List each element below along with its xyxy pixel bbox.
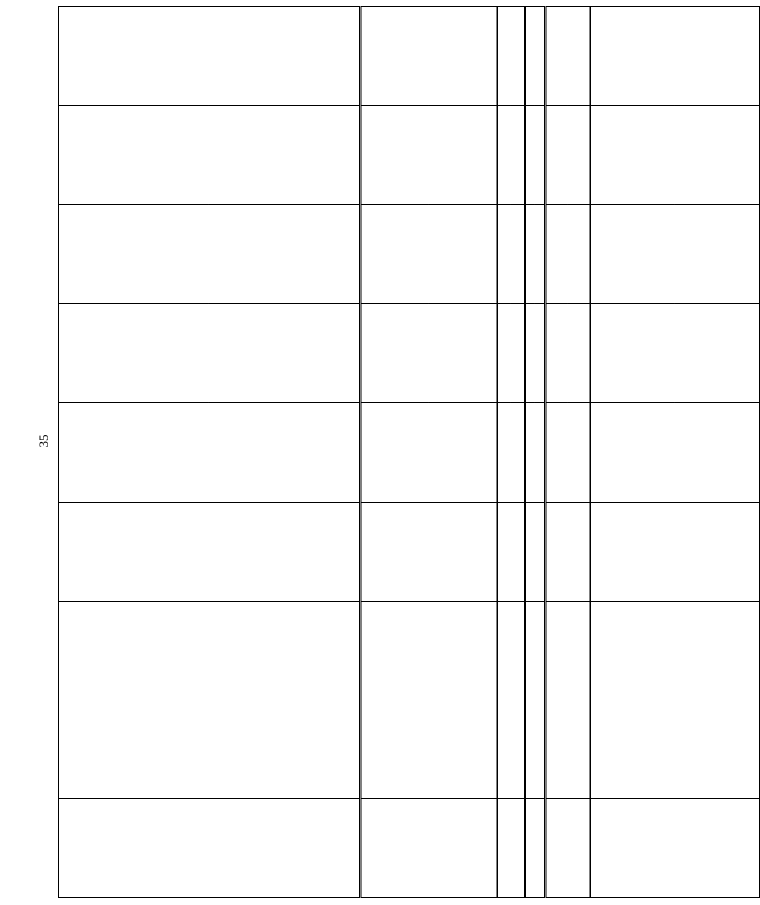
table-cell: - bbox=[59, 205, 360, 304]
table-cell: - bbox=[526, 502, 545, 601]
table-cell: - bbox=[498, 304, 525, 403]
table-cell: - bbox=[498, 403, 525, 502]
table-cell: - bbox=[498, 502, 525, 601]
table-cell: - bbox=[361, 7, 497, 106]
table-cell: - bbox=[361, 502, 497, 601]
table-cell: - bbox=[59, 106, 360, 205]
table-cell: - bbox=[591, 798, 760, 897]
table-row bbox=[545, 6, 590, 898]
table-cell: - bbox=[526, 798, 545, 897]
table-cell: - bbox=[526, 106, 545, 205]
table-cell: - bbox=[546, 205, 590, 304]
table-cell: - bbox=[361, 601, 497, 798]
table-cell: - bbox=[591, 601, 760, 798]
table-cell: - bbox=[526, 304, 545, 403]
table-cell: - bbox=[361, 798, 497, 897]
table-cell: - bbox=[591, 205, 760, 304]
table-cell: - bbox=[591, 304, 760, 403]
table-cell: - bbox=[59, 798, 360, 897]
table-cell: - bbox=[498, 798, 525, 897]
table-cell: - bbox=[59, 304, 360, 403]
table-cell: - bbox=[526, 403, 545, 502]
table-cell: - bbox=[546, 403, 590, 502]
table-cell: - bbox=[591, 403, 760, 502]
table-cell: - bbox=[546, 7, 590, 106]
table-cell: - bbox=[546, 304, 590, 403]
table-cell: - bbox=[546, 106, 590, 205]
table-cell: - bbox=[59, 601, 360, 798]
table-cell: - bbox=[59, 502, 360, 601]
table-cell: - bbox=[526, 7, 545, 106]
table-cell: - bbox=[591, 106, 760, 205]
table-cell: - bbox=[526, 601, 545, 798]
table-cell: - bbox=[591, 502, 760, 601]
table-row bbox=[360, 6, 497, 898]
table-cell: - bbox=[546, 601, 590, 798]
table-cell: - bbox=[361, 304, 497, 403]
table-cell: - bbox=[591, 7, 760, 106]
table-cell: - bbox=[546, 502, 590, 601]
page-number-text: 35 bbox=[36, 434, 51, 448]
table-cell: - bbox=[59, 403, 360, 502]
table-cell: - bbox=[361, 403, 497, 502]
table-cell: - bbox=[498, 7, 525, 106]
table-cell: - bbox=[59, 7, 360, 106]
table-row bbox=[58, 6, 360, 898]
table-cell: - bbox=[361, 205, 497, 304]
table-cell: - bbox=[526, 205, 545, 304]
table-row bbox=[590, 6, 760, 898]
table-cell: - bbox=[546, 798, 590, 897]
table-cell: - bbox=[498, 205, 525, 304]
table-row bbox=[525, 6, 545, 898]
table-cell: - bbox=[361, 106, 497, 205]
table-row bbox=[497, 6, 525, 898]
table-cell: - bbox=[498, 106, 525, 205]
table-cell: - bbox=[498, 601, 525, 798]
